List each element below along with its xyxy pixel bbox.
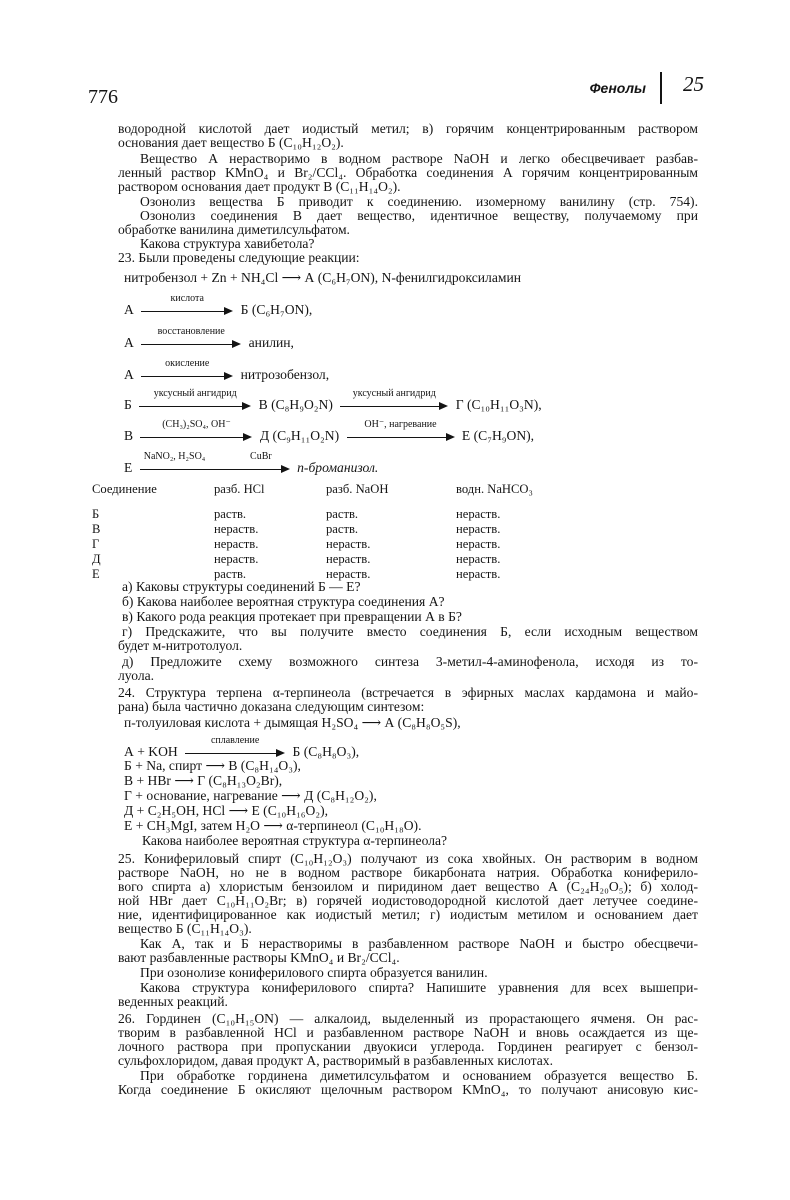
text-line: вают разбавленные растворы KMnO₄ и Br₂/CCl₄. (118, 950, 400, 965)
arrow-label: окисление (165, 357, 210, 369)
arrow-icon (140, 450, 290, 474)
reagent: Е (124, 460, 133, 475)
reaction-1 (124, 292, 313, 318)
table-cell: нераств. (326, 537, 371, 551)
table-cell: нераств. (214, 552, 259, 566)
text-line: вещество Б (C₁₁H₁₄O₃). (118, 921, 252, 936)
product: анилин, (248, 335, 294, 350)
reagent: А (124, 335, 134, 350)
text-line: рана) была частично доказана следующим синтезом: (118, 699, 425, 714)
arrow-label: восстановление (157, 325, 225, 337)
text-line: а) Каковы структуры соединений Б — Е? (122, 579, 361, 594)
table-row (92, 552, 533, 567)
product: Б (C₈H₈O₃), (292, 744, 360, 759)
text-line: раствором основания дает продукт В (C₁₁H₁₄O₂). (118, 179, 401, 194)
product: нитрозобензол, (240, 367, 330, 382)
column-header: водн. NaHCO₃ (456, 482, 533, 496)
table-cell: нераств. (214, 522, 259, 536)
text-line: сульфохлоридом, давая продукт А, растворимый в разбавленных кислотах. (118, 1053, 554, 1068)
solubility-table (92, 482, 533, 582)
text-line: лочного раствора при пропускании двуокиси углерода. Гординен реагирует с бензол- (118, 1039, 698, 1054)
arrow-label: кислота (170, 292, 204, 304)
page-number: 776 (88, 86, 118, 108)
problem-23-heading: 23. Были проведены следующие реакции: (118, 250, 360, 265)
table-cell: раств. (326, 522, 359, 536)
chapter-title: Фенолы (589, 80, 646, 96)
reagent: А (124, 367, 134, 382)
table-header-row (92, 482, 533, 497)
text-line: Какова наиболее вероятная структура α-терпинеола? (142, 833, 448, 848)
table-cell: нераств. (326, 552, 371, 566)
arrow-label: уксусный ангидрид (153, 387, 237, 399)
column-header: Соединение (92, 482, 157, 496)
reagent: А + KOH (124, 744, 178, 759)
text-line: обработке ванилина диметилсульфатом. (118, 222, 350, 237)
reaction-4 (124, 387, 542, 413)
text-line: Озонолиз соединения В дает вещество, идентичное веществу, получаемому при (140, 208, 698, 223)
text-line: г) Предскажите, что вы получите вместо соединения Б, если исходным веществом (122, 624, 698, 639)
reagent: В (124, 428, 134, 443)
reaction-line: Б + Na, спирт ⟶ В (C₈H₁₄O₃), (124, 758, 301, 773)
table-cell: Б (92, 507, 100, 521)
reaction-2 (124, 325, 294, 351)
table-row (92, 537, 533, 552)
table-cell: нераств. (456, 537, 501, 551)
text-line: водородной кислотой дает иодистый метил; в) горячим концентрированным раствором (118, 121, 698, 136)
text-line: луола. (118, 668, 155, 683)
text-line: При обработке гординена диметилсульфатом и основанием образуется вещество Б. (140, 1068, 698, 1083)
table-cell: нераств. (326, 567, 371, 581)
text-line: веденных реакций. (118, 994, 228, 1009)
text-line: растворе NaOH, но не в водном растворе бикарбоната натрия. Обработка кониферило- (118, 865, 698, 880)
problem-24-heading: 24. Структура терпена α-терпинеола (встречается в эфирных маслах кардамона и майо- (118, 685, 698, 700)
text-line: ленный раствор KMnO₄ и Br₂/CCl₄. Обработка соединения А горячим концентрированным (118, 165, 698, 180)
chapter-number: 25 (683, 72, 704, 96)
arrow-label: уксусный ангидрид (352, 387, 436, 399)
text-line: д) Предложите схему возможного синтеза 3-метил-4-аминофенола, исходя из то- (122, 654, 698, 669)
column-header: разб. HCl (214, 482, 265, 496)
table-cell: нераств. (456, 507, 501, 521)
reaction-line: нитробензол + Zn + NH₄Cl ⟶ А (C₆H₇ON), N-фенилгидроксиламин (124, 270, 521, 285)
arrow-icon (347, 418, 455, 442)
reaction-line: Д + C₂H₅OH, HCl ⟶ Е (C₁₀H₁₆O₂), (124, 803, 329, 818)
arrow-label: NaNO₂, H₂SO₄ (143, 450, 206, 462)
reaction-line: Е + CH₃MgI, затем H₂O ⟶ α-терпинеол (C₁₀H₁₈O). (124, 818, 422, 833)
arrow-icon (141, 357, 233, 381)
arrow-icon (141, 292, 233, 316)
reaction-5 (124, 418, 535, 444)
text-line: Вещество А нерастворимо в водном растворе NaOH и легко обесцвечивает разбав- (140, 151, 698, 166)
table-cell: нераств. (456, 567, 501, 581)
table-row (92, 507, 533, 522)
text-line: основания дает вещество Б (C₁₀H₁₂O₂). (118, 135, 344, 150)
problem-25-heading: 25. Конифериловый спирт (C₁₀H₁₂O₃) получают из сока хвойных. Он растворим в водном (118, 851, 698, 866)
reaction-line: В + HBr ⟶ Г (C₈H₁₃O₂Br), (124, 773, 283, 788)
table-cell: раств. (214, 567, 247, 581)
text-line: Какова структура хавибетола? (140, 236, 315, 251)
text-line: б) Какова наиболее вероятная структура соединения А? (122, 594, 445, 609)
text-line: вого спирта а) хлористым бензоилом и пиридином дает вещество А (C₂₄H₂₀O₅); б) холод- (118, 879, 698, 894)
intermediate: В (C₈H₉O₂N) (258, 397, 333, 412)
reaction-line: п-толуиловая кислота + дымящая H₂SO₄ ⟶ А (C₈H₈O₅S), (124, 715, 461, 730)
arrow-label: сплавление (210, 734, 260, 746)
text-line: будет м-нитротолуол. (118, 638, 243, 653)
text-line: При озонолизе кониферилового спирта образуется ванилин. (140, 965, 488, 980)
header-divider (660, 72, 662, 104)
text-line: ной HBr дает C₁₀H₁₁O₂Br; в) горячей иодистоводородной кислотой дает летучее соедине- (118, 893, 698, 908)
table-cell: раств. (214, 507, 247, 521)
reagent: А (124, 302, 134, 317)
arrow-icon (141, 325, 241, 349)
product: Г (C₁₀H₁₁O₃N), (455, 397, 542, 412)
text-line: Как А, так и Б нерастворимы в разбавленном растворе NaOH и быстро обесцвечи- (140, 936, 698, 951)
arrow-icon (185, 734, 285, 758)
text-line: Озонолиз вещества Б приводит к соединению. изомерному ванилину (стр. 754). (140, 194, 698, 209)
product: Е (C₇H₉ON), (461, 428, 535, 443)
table-cell: нераств. (214, 537, 259, 551)
table-row (92, 522, 533, 537)
text-line: творим в разбавленной HCl и разбавленном растворе NaOH и вновь осаждается из ще- (118, 1025, 698, 1040)
table-cell: нераств. (456, 552, 501, 566)
arrow-icon (140, 418, 252, 442)
table-cell: раств. (326, 507, 359, 521)
text-line: в) Какого рода реакция протекает при превращении А в Б? (122, 609, 462, 624)
product: Б (C₆H₇ON), (240, 302, 313, 317)
reaction-6 (124, 450, 379, 476)
arrow-icon (340, 387, 448, 411)
arrow-label: CuBr (250, 450, 272, 462)
table-cell: В (92, 522, 101, 536)
reagent: Б (124, 397, 132, 412)
intermediate: Д (C₉H₁₁O₂N) (259, 428, 340, 443)
table-cell: Г (92, 537, 100, 551)
column-header: разб. NaOH (326, 482, 389, 496)
reaction-line: Г + основание, нагревание ⟶ Д (C₈H₁₂O₂), (124, 788, 377, 803)
arrow-icon (139, 387, 251, 411)
arrow-label: OH⁻, нагревание (364, 418, 437, 430)
table-cell: Д (92, 552, 101, 566)
text-line: ние, идентифицированное как иодистый метил; г) иодистым метилом и основанием дает (118, 907, 698, 922)
arrow-label: (CH₃)₂SO₄, OH⁻ (162, 418, 231, 430)
reaction-3 (124, 357, 330, 383)
table-cell: нераств. (456, 522, 501, 536)
text-line: Когда соединение Б окисляют щелочным раствором KMnO₄, то получают анисовую кис- (118, 1082, 698, 1097)
product: п-броманизол. (297, 460, 379, 475)
table-cell: Е (92, 567, 100, 581)
text-line: Какова структура кониферилового спирта? Напишите уравнения для всех вышепри- (140, 980, 698, 995)
chapter-header (589, 72, 704, 102)
problem-26-heading: 26. Гординен (C₁₀H₁₅ON) — алкалоид, выделенный из прорастающего ячменя. Он рас- (118, 1011, 698, 1026)
